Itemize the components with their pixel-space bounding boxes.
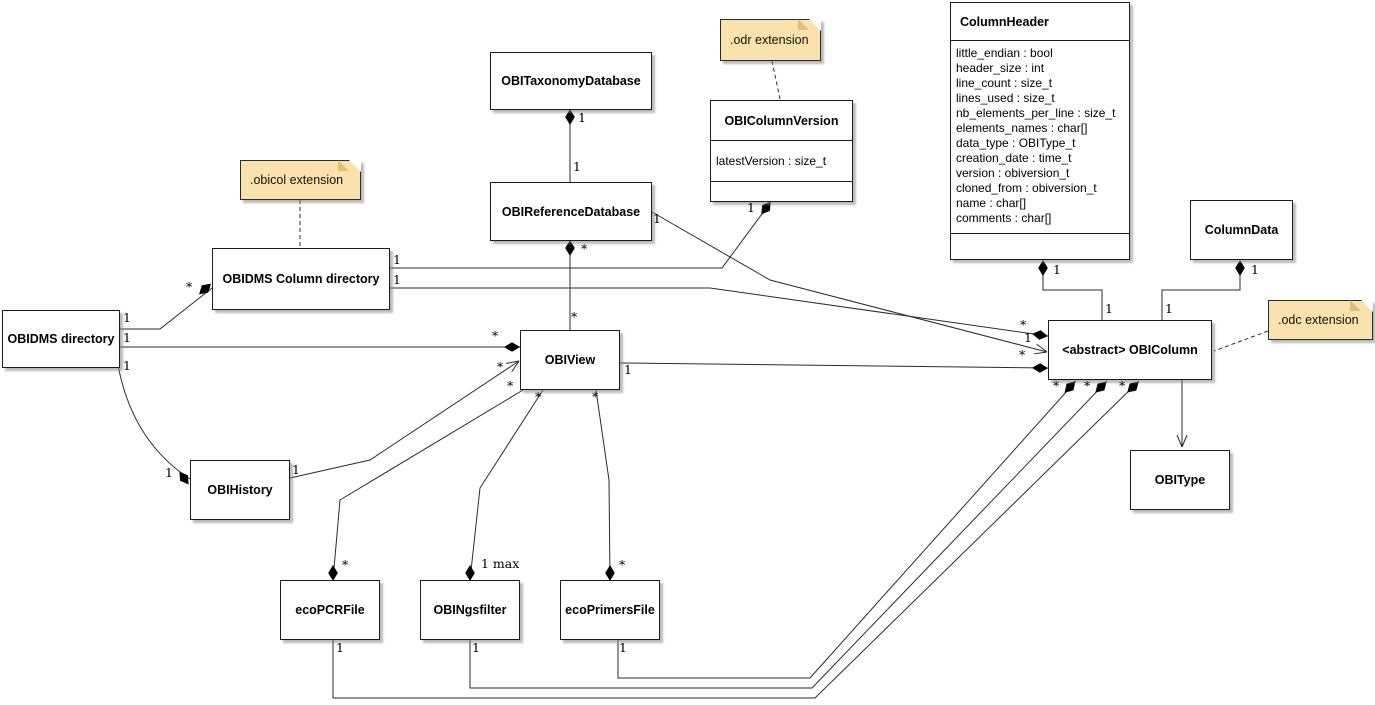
- class-title: <abstract> OBIColumn: [1062, 343, 1198, 357]
- composition-diamond-icon: [1031, 329, 1048, 341]
- composition-diamond-icon: [1235, 260, 1245, 276]
- multiplicity-label: *: [186, 279, 193, 294]
- assoc-ngsfilter-column: [470, 378, 1107, 688]
- multiplicity-label: 1: [1251, 262, 1259, 277]
- class-obicolumnversion: [710, 100, 853, 202]
- class-title: ecoPrimersFile: [565, 603, 655, 617]
- class-title: OBIDMS Column directory: [222, 272, 380, 286]
- note-odr-extension: [720, 19, 821, 61]
- multiplicity-label: 1: [393, 272, 401, 287]
- multiplicity-label: 1: [123, 330, 131, 345]
- multiplicity-label: 1: [578, 110, 586, 125]
- multiplicity-label: *: [492, 328, 499, 343]
- multiplicity-label: 1: [1024, 330, 1032, 345]
- class-title: OBITaxonomyDatabase: [501, 74, 641, 88]
- multiplicity-label: 1: [165, 465, 173, 480]
- multiplicity-label: 1: [472, 640, 480, 655]
- multiplicity-label: *: [507, 378, 514, 393]
- class-ecopcrfile: [280, 580, 380, 640]
- composition-diamond-icon: [565, 109, 575, 125]
- multiplicity-label: 1: [619, 640, 627, 655]
- note-odc-extension: [1268, 300, 1373, 340]
- multiplicity-label: 1: [123, 310, 131, 325]
- class-operations-compartment: [711, 182, 852, 201]
- assoc-view-column: [620, 363, 1048, 368]
- class-obitaxonomydatabase: [490, 52, 652, 110]
- class-obihistory: [190, 460, 290, 520]
- class-obiview: [520, 330, 620, 390]
- composition-diamond-icon: [1032, 363, 1048, 373]
- assoc-columndirectory-column: [390, 288, 1048, 336]
- class-title: OBIDMS directory: [7, 332, 115, 346]
- composition-diamond-icon: [605, 565, 615, 581]
- note-text: .obicol extension: [250, 173, 344, 187]
- assoc-view-ecopcrfile: [333, 390, 523, 580]
- assoc-history-view: [290, 361, 519, 478]
- class-obidms-directory: [2, 310, 120, 368]
- multiplicity-label: *: [1119, 378, 1126, 393]
- class-attributes: [951, 40, 1129, 234]
- composition-diamond-icon: [565, 240, 575, 256]
- multiplicity-label: 1: [747, 200, 755, 215]
- assoc-columndata-column: [1162, 261, 1240, 320]
- composition-diamond-icon: [1038, 260, 1048, 276]
- multiplicity-label: *: [1020, 317, 1027, 332]
- class-attribute: data_type : OBIType_t: [956, 136, 1076, 150]
- multiplicity-label: 1: [1165, 301, 1173, 316]
- class-title: OBIView: [544, 353, 596, 367]
- class-obicolumn-abstract: [1048, 320, 1212, 380]
- assoc-ecoprimersfile-column: [618, 378, 1076, 678]
- class-obidms-column-directory: [212, 248, 390, 310]
- composition-diamond-icon: [465, 565, 475, 581]
- note-link-odr: [772, 61, 780, 99]
- class-attribute: version : obiversion_t: [956, 166, 1070, 180]
- multiplicity-label: *: [571, 309, 578, 324]
- class-title: OBIColumnVersion: [724, 113, 839, 128]
- class-columnheader: [950, 2, 1130, 260]
- multiplicity-label: *: [1084, 378, 1091, 393]
- assoc-view-ecoprimersfile: [596, 390, 610, 580]
- multiplicity-label: *: [592, 389, 599, 404]
- class-attribute: lines_used : size_t: [956, 91, 1055, 105]
- assoc-dmsdirectory-history: [118, 365, 190, 479]
- class-ecoprimersfile: [560, 580, 660, 640]
- note-link-odc: [1214, 331, 1268, 351]
- class-attributes: [711, 140, 852, 182]
- class-title: ColumnData: [1204, 223, 1279, 237]
- class-title: OBINgsfilter: [433, 603, 507, 617]
- class-title: OBIHistory: [207, 483, 273, 497]
- multiplicity-label: *: [535, 389, 542, 404]
- class-obingsfilter: [420, 580, 520, 640]
- multiplicity-label: 1: [1053, 262, 1061, 277]
- multiplicity-label: *: [581, 241, 588, 256]
- class-attribute: little_endian : bool: [956, 46, 1053, 60]
- assoc-view-ngsfilter: [470, 390, 543, 580]
- multiplicity-label: *: [619, 557, 626, 572]
- class-obireferencedatabase: [490, 182, 652, 241]
- class-title: OBIReferenceDatabase: [501, 204, 641, 219]
- multiplicity-label: 1: [573, 159, 581, 174]
- class-attribute: cloned_from : obiversion_t: [956, 181, 1097, 195]
- class-attribute: creation_date : time_t: [956, 151, 1072, 165]
- note-text: .odc extension: [1278, 313, 1359, 327]
- composition-diamond-icon: [328, 565, 338, 581]
- assoc-dmsdirectory-columndirectory: [120, 288, 212, 329]
- multiplicity-label: 1: [1105, 301, 1113, 316]
- class-title: ecoPCRFile: [295, 603, 365, 617]
- assoc-ecopcrfile-column: [333, 378, 1139, 698]
- multiplicity-label: *: [1053, 378, 1060, 393]
- assoc-columnheader-column: [1043, 261, 1102, 320]
- multiplicity-label: *: [497, 359, 504, 374]
- class-obitype: [1130, 450, 1230, 510]
- multiplicity-label: 1 max: [481, 556, 520, 571]
- multiplicity-label: 1: [336, 640, 344, 655]
- multiplicity-label: 1: [123, 358, 131, 373]
- multiplicity-label: 1: [624, 362, 632, 377]
- class-title: ColumnHeader: [960, 14, 1049, 29]
- class-title: OBIType: [1154, 473, 1206, 487]
- multiplicity-label: *: [342, 557, 349, 572]
- class-attribute: latestVersion : size_t: [716, 153, 827, 168]
- class-attribute: header_size : int: [956, 61, 1045, 75]
- multiplicity-label: 1: [292, 462, 300, 477]
- note-text: .odr extension: [730, 33, 809, 47]
- multiplicity-label: 1: [393, 252, 401, 267]
- class-attribute: line_count : size_t: [956, 76, 1053, 90]
- class-attribute: comments : char[]: [956, 211, 1052, 225]
- class-attribute: elements_names : char[]: [956, 121, 1088, 135]
- composition-diamond-icon: [504, 342, 520, 352]
- class-attribute: nb_elements_per_line : size_t: [956, 106, 1116, 120]
- multiplicity-label: 1: [653, 211, 661, 226]
- class-operations-compartment: [951, 234, 1129, 259]
- multiplicity-label: *: [1019, 347, 1026, 362]
- class-columndata: [1190, 200, 1293, 260]
- composition-diamond-icon: [1061, 378, 1079, 396]
- note-obicol-extension: [240, 160, 361, 200]
- class-attribute: name : char[]: [956, 196, 1027, 210]
